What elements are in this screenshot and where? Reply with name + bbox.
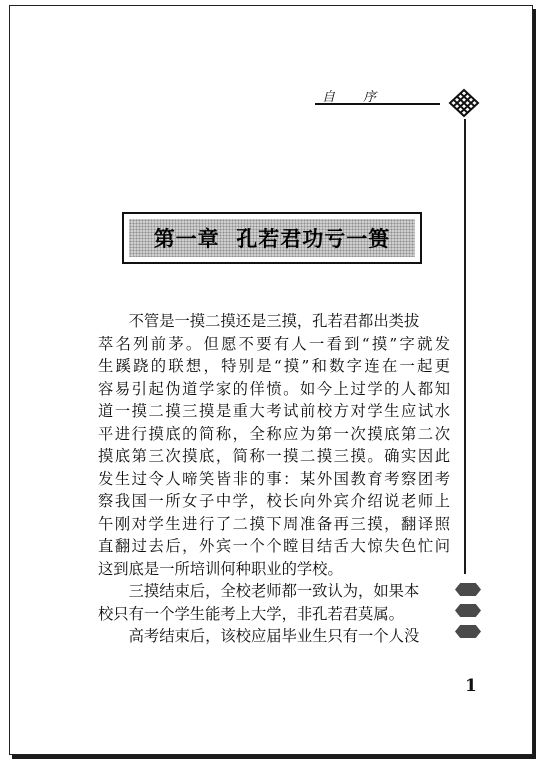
chapter-title: 第一章 孔若君功亏一篑	[153, 227, 391, 251]
text-line: 不管是一摸二摸还是三摸，孔若君都出类拔	[128, 312, 420, 330]
text-line: 高考结束后，该校应届毕业生只有一个人没	[128, 627, 420, 645]
text-line: 这到底是一所培训何种职业的学校。	[98, 559, 343, 578]
header-rule	[315, 103, 440, 105]
text-line: 直翻过去后，外宾一个个瞠目结舌大惊失色忙问	[98, 537, 450, 555]
text-line: 平进行摸底的简称，全称应为第一次摸底第二次	[98, 424, 450, 443]
book-page	[9, 5, 533, 755]
text-line: 发生过令人啼笑皆非的事：某外国教育考察团考	[98, 469, 450, 488]
text-line: 校只有一个学生能考上大学，非孔若君莫属。	[98, 604, 404, 623]
text-line: 生蹊跷的联想，特别是“摸”和数字连在一起更	[98, 357, 450, 375]
margin-vertical-rule	[464, 119, 466, 574]
text-line: 午刚对学生进行了二摸下周准备再三摸，翻译照	[98, 514, 450, 533]
endless-knot-ornament-icon	[447, 88, 481, 118]
text-line: 容易引起伪道学家的佯愤。如今上过学的人都知	[98, 379, 450, 398]
hexagon-ornament-icon	[455, 625, 481, 638]
chapter-title-box	[122, 212, 422, 264]
text-line: 察我国一所女子中学，校长向外宾介绍说老师上	[98, 492, 450, 510]
hexagon-ornament-icon	[455, 583, 481, 596]
text-line: 道一摸二摸三摸是重大考试前校方对学生应试水	[98, 402, 450, 420]
text-line: 萃名列前茅。但愿不要有人一看到“摸”字就发	[98, 334, 450, 353]
body-text	[98, 310, 450, 648]
hexagon-ornament-icon	[455, 604, 481, 617]
chapter-title-shading	[129, 219, 415, 257]
text-line: 三摸结束后，全校老师都一致认为，如果本	[128, 582, 420, 600]
text-line: 摸底第三次摸底，简称一摸二摸三摸。确实因此	[98, 447, 450, 465]
margin-ornaments	[455, 583, 485, 646]
running-header: 自 序	[322, 90, 389, 105]
page-number: 1	[465, 676, 477, 696]
